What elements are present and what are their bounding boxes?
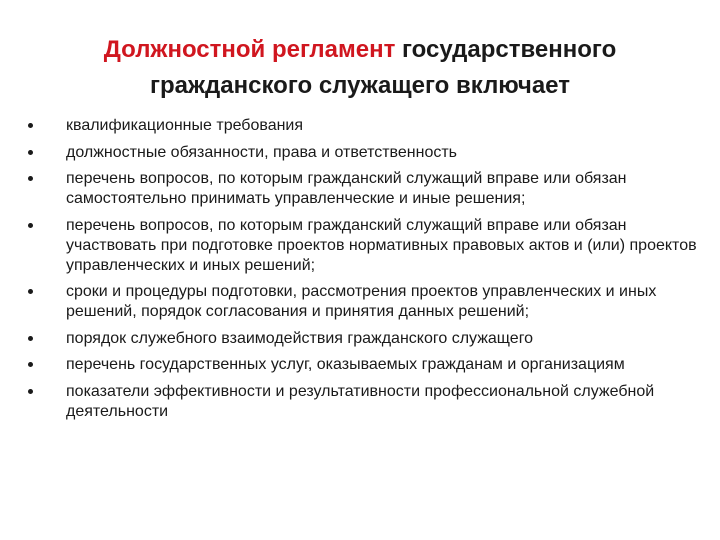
bullet-item (28, 382, 698, 422)
bullet-dot-icon (28, 289, 33, 294)
bullet-item (28, 116, 698, 136)
bullet-item (28, 329, 698, 349)
bullet-list (28, 116, 698, 428)
bullet-text: квалификационные требования (66, 117, 304, 134)
bullet-text: показатели эффективности и результативности профессиональной служебной деятельности (66, 382, 655, 420)
bullet-item (28, 143, 698, 163)
bullet-text: порядок служебного взаимодействия гражданского служащего (66, 329, 534, 347)
bullet-dot-icon (28, 150, 33, 155)
bullet-item (28, 355, 698, 375)
bullet-text: должностные обязанности, права и ответственность (66, 143, 457, 161)
slide-title (40, 32, 680, 104)
bullet-dot-icon (28, 176, 33, 181)
bullet-text: сроки и процедуры подготовки, рассмотрения проектов управленческих и иных решений, порядок согласования и принятия данных решений; (66, 283, 657, 320)
bullet-item (28, 282, 698, 322)
bullet-item (28, 169, 698, 209)
slide-title-accent: Должностной регламент (103, 36, 396, 63)
bullet-text: перечень государственных услуг, оказываемых гражданам и организациям (66, 356, 625, 373)
slide-title-rest: государственного гражданского служащего включает (150, 36, 617, 99)
bullet-item (28, 216, 698, 276)
bullet-text: перечень вопросов, по которым гражданский служащий вправе или обязан участвовать при подготовке проектов нормативных правовых актов и (или) проектов управленческих и иных решений; (66, 216, 697, 274)
bullet-dot-icon (28, 389, 33, 394)
bullet-dot-icon (28, 362, 33, 367)
bullet-dot-icon (28, 336, 33, 341)
bullet-text: перечень вопросов, по которым гражданский служащий вправе или обязан самостоятельно принимать управленческие и иные решения; (66, 170, 627, 207)
bullet-dot-icon (28, 223, 33, 228)
bullet-dot-icon (28, 123, 33, 128)
